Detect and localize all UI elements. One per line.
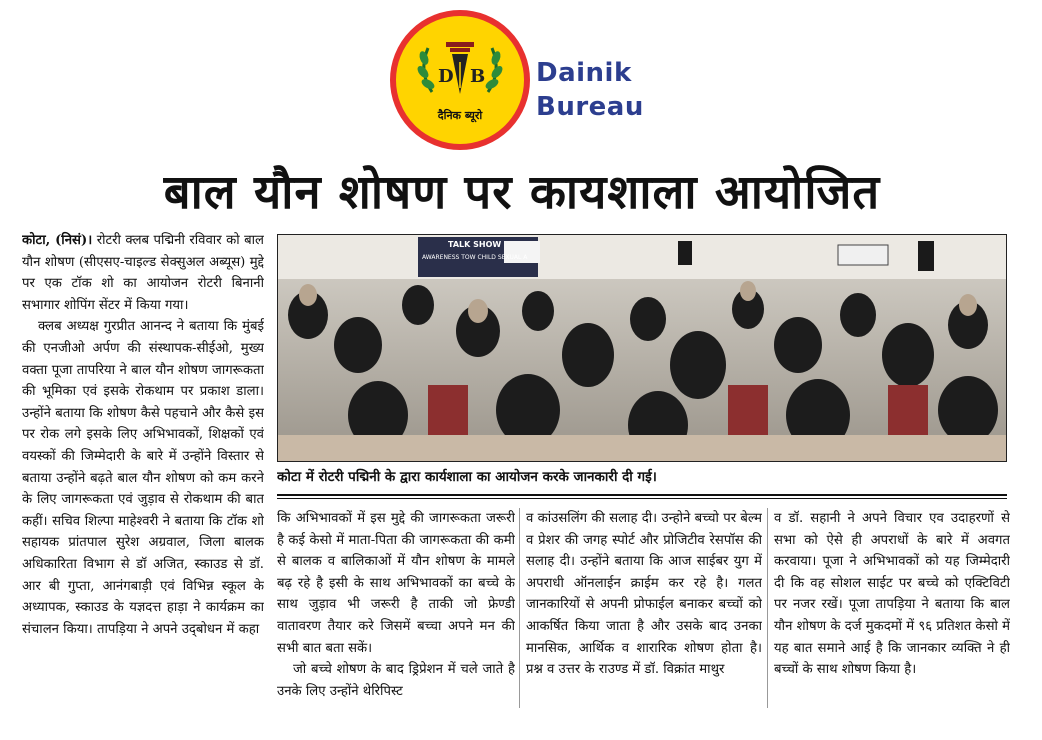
divider-rule-thin xyxy=(277,498,1007,499)
logo-hindi-text: दैनिक ब्यूरो xyxy=(437,109,483,122)
article-paragraph: कि अभिभावकों में इस मुद्दे की जागरूकता जरूरी है कई केसो में माता-पिता की जागरूकता की कमी से बालक व बालिकाओं में यौन शोषण के मामले बढ़ रहे है इसी के साथ अभिभावकों का बच्चे के साथ जुड़ाव भी जरूरी है ताकी जो फ्रेण्डी वातावरण तैयार करे जिसमें बच्चा अपने मन की सभी बात बता सकें। xyxy=(277,511,515,656)
article-column-1 xyxy=(22,230,264,708)
brand-name-line2: Bureau xyxy=(536,92,644,122)
article-column-2 xyxy=(277,508,515,708)
column-divider xyxy=(519,508,520,708)
masthead xyxy=(390,10,690,160)
pen-pillar-icon xyxy=(402,22,518,112)
banner-title: TALK SHOW xyxy=(448,240,502,249)
divider-rule xyxy=(277,494,1007,496)
photo-caption: कोटा में रोटरी पद्मिनी के द्वारा कार्यशाला का आयोजन करके जानकारी दी गई। xyxy=(277,469,657,485)
brand-name-line1: Dainik xyxy=(536,58,632,88)
article-headline: बाल यौन शोषण पर कायशाला आयोजित xyxy=(163,165,881,220)
article-paragraph: क्लब अध्यक्ष गुरप्रीत आनन्द ने बताया कि मुंबई की एनजीओ अर्पण की संस्थापक-सीईओ, मुख्य वक्ता पूजा तापरिया ने बाल यौन शोषण जागरूकता की भूमिका एवं इसके रोकथाम पर प्रकाश डाला। उन्होंने बताया कि शोषण कैसे पहचाने और कैसे इस पर रोक लगे इसके लिए अभिभावकों, शिक्षकों एवं वयस्कों की जिम्मेदारी के बारे में उन्होंने विस्तार से बताया उन्होंने बढ़ते बाल यौन शोषण को कम करने के लिए जागरूकता एवं जुड़ाव से रोकथाम की बात कहीं। सचिव शिल्पा माहेश्वरी ने बताया कि टॉक शो सहायक प्रांतपाल सुरेश अग्रवाल, जिला बालक अधिकारिता विभाग से डॉ अजित, स्काउड से डॉ. आर बी गुप्ता, आनंगबाड़ी एवं विभिन्न स्कूल के अध्यापक, स्काउड के यज्ञदत्त हाड़ा ने कार्यक्रम का संचालन किया। तापड़िया ने अपने उद्‌बोधन में कहा xyxy=(22,319,264,637)
column-divider xyxy=(767,508,768,708)
event-photo xyxy=(277,234,1007,462)
banner-subtitle: AWARENESS TOW CHILD SEXUAL A xyxy=(422,254,528,261)
svg-text:D: D xyxy=(438,66,454,87)
dateline: कोटा, (निसं)। xyxy=(22,233,93,248)
article-column-3 xyxy=(526,508,762,708)
svg-text:B: B xyxy=(470,66,486,87)
article-paragraph xyxy=(22,230,264,316)
brand-logo xyxy=(390,10,530,150)
article-paragraph: व कांउसलिंग की सलाह दी। उन्होने बच्चो पर बेल्म व प्रेशर की जगह स्पोर्ट और प्रोजिटीव रेसपॉस की सलाह दी। उन्होंने बताया कि आज साईबर युग में अपराधी ऑनलाईन क्राईम कर रहे है। गलत जानकारियों से अपनी प्रोफाईल बनाकर बच्चों को आकर्षित किया जाता है और उसके बाद उनका मानसिक, आर्थिक व शारारिक शोषण होता है। प्रश्न व उत्तर के राउण्ड में डॉ. विक्रांत माथुर xyxy=(526,511,762,678)
article-paragraph: जो बच्चे शोषण के बाद ड्रिप्रेशन में चले जाते है उनके लिए उन्होंने थेरिपिस्ट xyxy=(277,662,515,699)
article-column-4 xyxy=(774,508,1010,708)
article-paragraph: व डॉ. सहानी ने अपने विचार एव उदाहरणों से सभा को ऐसे ही अपराधों के बारे में अवगत करवाया। पूजा ने अभिभावकों को यह जिम्मेदारी दी कि वह सोशल साईट पर बच्चे को एक्टिविटी पर नजर रखें। पूजा तापड़िया ने बताया कि बाल यौन शोषण के दर्ज मुकदमों में ९६ प्रतिशत केसो में यह बात समाने आई है कि जानकार व्यक्ति ने ही बच्चों के साथ शोषण किया है। xyxy=(774,511,1010,678)
paragraph-text: रोटरी क्लब पद्मिनी रविवार को बाल यौन शोषण (सीएसए-चाइल्ड सेक्सुअल अब्यूस) मुद्दे पर एक टॉक शो का आयोजन रोटरी बिनानी सभागार शोपिंग सेंटर में किया गया। xyxy=(22,233,264,313)
audience-photo-image xyxy=(278,235,1006,461)
